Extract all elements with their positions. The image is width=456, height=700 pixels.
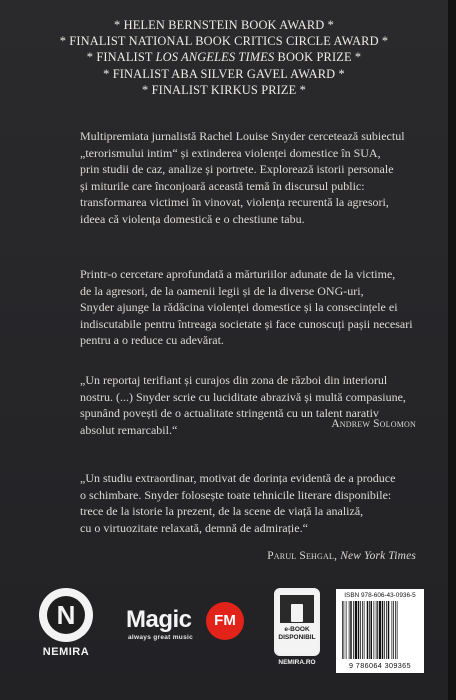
magic-fm-tagline: always great music — [128, 634, 194, 641]
award-line: * FINALIST KIRKUS PRIZE * — [142, 82, 306, 97]
text-line: Printr-o cercetare aprofundată a mărturiilor adunate de la victime, — [80, 267, 396, 281]
text-line: indiscutabile pentru întreaga societate și face cunoscuți pașii necesari — [80, 316, 413, 331]
quote-line: o schimbare. Snyder folosește toate tehnicile literare disponibile: — [80, 487, 392, 502]
quote-line: cu o virtuozitate relaxată, demnă de admirație.“ — [80, 520, 308, 535]
description-paragraph-2 — [80, 266, 425, 349]
quote-line: absolut remarcabil.“ — [80, 422, 178, 437]
description-paragraph-1 — [80, 128, 425, 228]
quote-attribution-1: Andrew Solomon — [331, 418, 416, 430]
ebook-label-line-2: DISPONIBIL — [278, 633, 316, 641]
review-quote-2 — [80, 470, 425, 536]
magic-fm-logo — [126, 600, 246, 650]
award-line-italic: LOS ANGELES TIMES — [155, 50, 275, 65]
barcode-bars-icon — [342, 601, 418, 661]
award-line: * FINALIST NATIONAL BOOK CRITICS CIRCLE AWARD * — [59, 34, 389, 49]
award-line — [0, 49, 448, 65]
nemira-logo — [36, 588, 96, 658]
award-line: * FINALIST ABA SILVER GAVEL AWARD * — [103, 66, 345, 81]
text-line: și miturile care înconjoară această temă în discursul public: — [80, 178, 365, 193]
text-line: „terorismului intim“ și extinderea violenței domestice în SUA, — [80, 145, 381, 160]
magic-wordmark: Magic — [126, 606, 192, 633]
quote-line: trece de la istorie la prezent, de la scene de viață la analiză, — [80, 504, 364, 519]
nemira-emblem-icon — [39, 588, 93, 642]
quote-attribution-2 — [267, 550, 416, 562]
text-line: Snyder ajunge la rădăcina violenței domestice și la consecințele ei — [80, 300, 398, 315]
text-line: Multipremiata jurnalistă Rachel Louise Snyder cercetează subiectul — [80, 129, 405, 143]
book-icon — [291, 604, 303, 622]
attribution-author: Parul Sehgal, — [267, 550, 338, 562]
ereader-icon — [274, 588, 320, 656]
fm-badge: FM — [206, 602, 244, 640]
award-line-suffix: BOOK PRIZE * — [274, 50, 362, 65]
barcode-digits: 9 786064 309365 — [349, 661, 411, 670]
text-line: ideea că violența domestică e o chestiune tabu. — [80, 211, 305, 226]
text-line: de la agresori, de la oamenii legii și de la diverse ONG-uri, — [80, 283, 364, 298]
quote-line: „Un studiu extraordinar, motivat de dorința evidentă de a produce — [80, 471, 396, 485]
ebook-label — [276, 626, 318, 641]
ebook-label-line-1: e-BOOK — [284, 626, 310, 633]
nemira-mark: N — [47, 596, 85, 634]
isbn-number: ISBN 978-606-43-0936-5 — [344, 592, 416, 599]
ebook-site: NEMIRA.RO — [278, 659, 316, 666]
text-line: prin studii de caz, analize și portrete. Explorează istorii personale — [80, 162, 394, 177]
award-line-prefix: * FINALIST — [86, 50, 156, 65]
ereader-screen — [280, 595, 314, 623]
quote-line: „Un reportaj terifiant și curajos din zona de război din interiorul — [80, 373, 388, 387]
ebook-available-badge — [271, 588, 323, 670]
isbn-barcode — [336, 589, 424, 673]
quote-line: spunând povești de o actualitate stringentă cu un talent narativ — [80, 406, 379, 421]
awards-list — [0, 17, 448, 98]
award-line: * HELEN BERNSTEIN BOOK AWARD * — [114, 18, 334, 32]
quote-line: nostru. (...) Snyder scrie cu luciditate abrazivă și multă compasiune, — [80, 389, 406, 404]
attribution-source: New York Times — [340, 550, 416, 562]
nemira-wordmark: NEMIRA — [42, 646, 90, 658]
text-line: transformarea victimei în vinovat, violența recurentă la agresori, — [80, 195, 389, 210]
text-line: pentru a o reduce cu adevărat. — [80, 333, 224, 348]
